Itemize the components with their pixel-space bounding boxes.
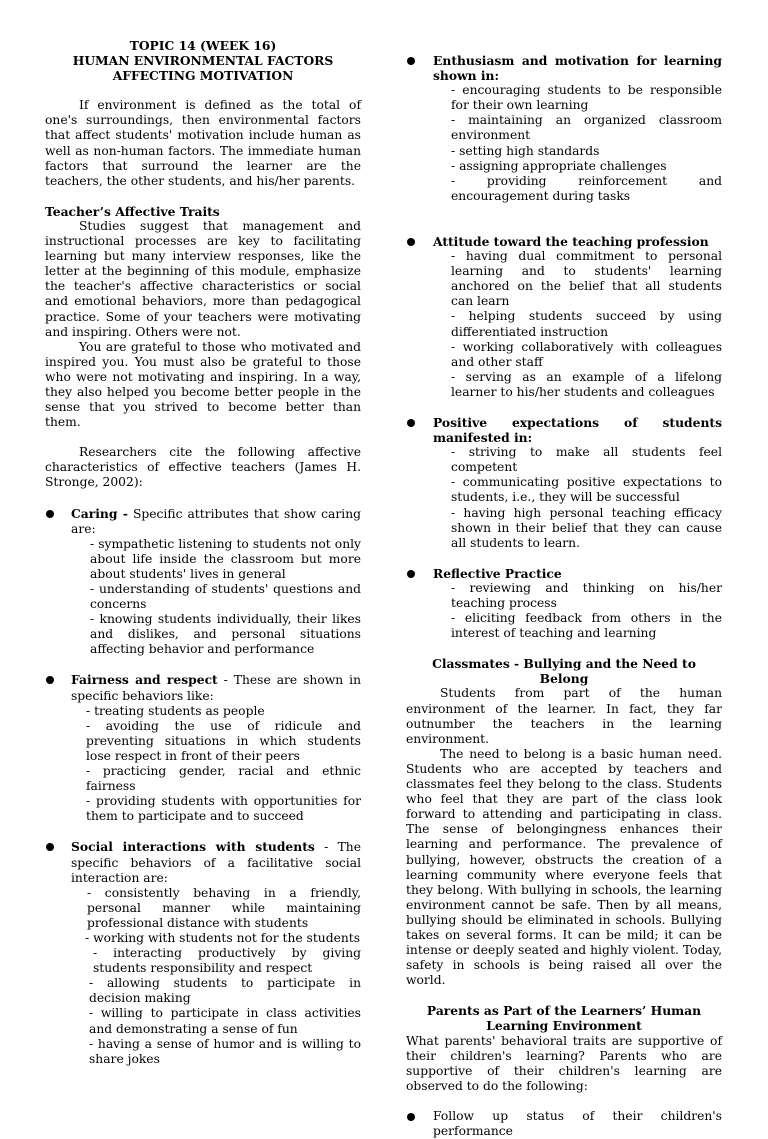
fairness-item-1: - treating students as people [86, 703, 265, 718]
bullet-dot [407, 570, 415, 578]
expectations-bullet [406, 415, 722, 551]
caring-item-1: - sympathetic listening to students not only about life inside the classroom but more about students' lives in general [90, 536, 361, 581]
affective-paragraph-2: You are grateful to those who motivated and inspired you. You must also be grateful to those who were not motivating and inspiring. In a way, they also helped you become better people in the sense that you strived to become better than them. [45, 339, 361, 430]
social-item-5: - willing to participate in class activities and demonstrating a sense of fun [89, 1006, 361, 1036]
expectations-item-2: - communicating positive expectations to students, i.e., they will be successful [451, 475, 722, 505]
social-desc: - The specific behaviors of a facilitative social interaction are: [71, 840, 362, 885]
enthusiasm-item-3: - setting high standards [451, 143, 600, 158]
caring-bullet [45, 506, 361, 658]
classmates-paragraph-2: The need to belong is a basic human need. Students who are accepted by teachers and classmates feel they belong to the class. Students who feel that they are part of the class look forward to attending and participating in class. The sense of belongingness enhances their learning and performance. The prevalence of bullying, however, obstructs the creation of a learning community where everyone feels that they belong. With bullying in schools, the learning environment cannot be safe. Then by all means, bullying should be eliminated in schools. Bullying takes on several forms. It can be mild; it can be intense or deeply seated and highly violent. Today, safety in schools is being raised all over the world. [406, 746, 722, 988]
expectations-item-1: - striving to make all students feel competent [451, 445, 722, 475]
attitude-item-4: - serving as an example of a lifelong learner to his/her students and colleagues [451, 369, 722, 399]
fairness-item-3: - practicing gender, racial and ethnic fairness [86, 764, 361, 794]
bullet-dot [407, 419, 415, 427]
social-term: Social interactions with students [71, 839, 315, 855]
bullet-dot [46, 843, 54, 851]
reflective-item-2: - eliciting feedback from others in the interest of teaching and learning [451, 611, 722, 641]
attitude-term: Attitude toward the teaching profession [433, 233, 709, 249]
social-item-6: - having a sense of humor and is willing to share jokes [89, 1036, 361, 1066]
title-line-3: AFFECTING MOTIVATION [112, 68, 294, 84]
enthusiasm-term: Enthusiasm and motivation for learning shown in: [433, 53, 722, 84]
researchers-paragraph: Researchers cite the following affective characteristics of effective teachers (James H. Stronge, 2002): [45, 445, 361, 490]
caring-item-3: - knowing students individually, their likes and dislikes, and personal situations affecting behavior and performance [90, 612, 361, 657]
bullet-dot [407, 1113, 415, 1121]
classmates-paragraph-1: Students from part of the human environment of the learner. In fact, they far outnumber the teachers in the learning environment. [406, 686, 722, 746]
fairness-desc: - These are shown in specific behaviors like: [71, 673, 361, 703]
enthusiasm-item-5: - providing reinforcement and encouragement during tasks [451, 173, 722, 203]
reflective-term: Reflective Practice [433, 565, 562, 581]
fairness-bullet [45, 672, 361, 824]
enthusiasm-item-1: - encouraging students to be responsible for their own learning [451, 83, 722, 113]
expectations-term: Positive expectations of students manifested in: [433, 414, 722, 446]
attitude-item-2: - helping students succeed by using differentiated instruction [451, 309, 722, 339]
fairness-term: Fairness and respect [71, 672, 218, 688]
right-column [406, 53, 722, 1139]
caring-item-2: - understanding of students' questions and concerns [90, 582, 361, 612]
fairness-item-2: - avoiding the use of ridicule and preventing situations in which students lose respect in front of their peers [86, 718, 361, 763]
reflective-item-1: - reviewing and thinking on his/her teaching process [451, 580, 722, 610]
bullet-dot [407, 57, 415, 65]
affective-paragraph-1: Studies suggest that management and instructional processes are key to facilitating learning but many interview responses, like the letter at the beginning of this module, emphasize the teacher's affective characteristics or social and emotional behaviors, more than pedagogical practice. Some of your teachers were motivating and inspiring. Others were not. [45, 218, 361, 339]
parents-paragraph: What parents' behavioral traits are supportive of their children's learning? Parents who are supportive of their children's learning are observed to do the following: [406, 1033, 722, 1093]
enthusiasm-item-4: - assigning appropriate challenges [451, 158, 667, 173]
fairness-item-4: - providing students with opportunities for them to participate and to succeed [86, 794, 361, 824]
attitude-item-3: - working collaboratively with colleagues and other staff [451, 339, 722, 369]
enthusiasm-item-2: - maintaining an organized classroom environment [451, 113, 722, 143]
parents-item: Follow up status of their children's performance [433, 1108, 722, 1138]
classmates-heading: Classmates - Bullying and the Need to Belong [432, 656, 696, 687]
bullet-dot [46, 510, 54, 518]
title-line-1: TOPIC 14 (WEEK 16) [129, 38, 277, 53]
expectations-item-3: - having high personal teaching efficacy shown in their belief that they can cause all students to learn. [451, 505, 722, 550]
social-item-1: - consistently behaving in a friendly, personal manner while maintaining professional distance with students [87, 885, 361, 930]
social-item-4: - allowing students to participate in decision making [89, 976, 361, 1006]
affective-traits-heading: Teacher’s Affective Traits [45, 203, 220, 219]
caring-term: Caring - [71, 505, 128, 521]
enthusiasm-bullet [406, 53, 722, 204]
topic-title [45, 38, 361, 83]
social-item-3: - interacting productively by giving students responsibility and respect [93, 946, 361, 976]
attitude-bullet [406, 234, 722, 400]
title-line-2: HUMAN ENVIRONMENTAL FACTORS [72, 53, 334, 69]
left-column [45, 38, 361, 1067]
caring-desc: Specific attributes that show caring are: [71, 506, 361, 536]
social-item-2: - working with students not for the students [85, 930, 361, 945]
attitude-item-1: - having dual commitment to personal learning and to students' learning anchored on the belief that all students can learn [451, 249, 722, 309]
reflective-bullet [406, 566, 722, 641]
bullet-dot [407, 238, 415, 246]
bullet-dot [46, 676, 54, 684]
parents-bullet [406, 1109, 722, 1139]
intro-paragraph: If environment is defined as the total of one's surroundings, then environmental factors that affect students' motivation include human as well as non-human factors. The immediate human factors that surround the learner are the teachers, the other students, and his/her parents. [45, 98, 361, 188]
social-bullet [45, 839, 361, 1066]
parents-heading: Parents as Part of the Learners’ Human Learning Environment [426, 1003, 702, 1034]
